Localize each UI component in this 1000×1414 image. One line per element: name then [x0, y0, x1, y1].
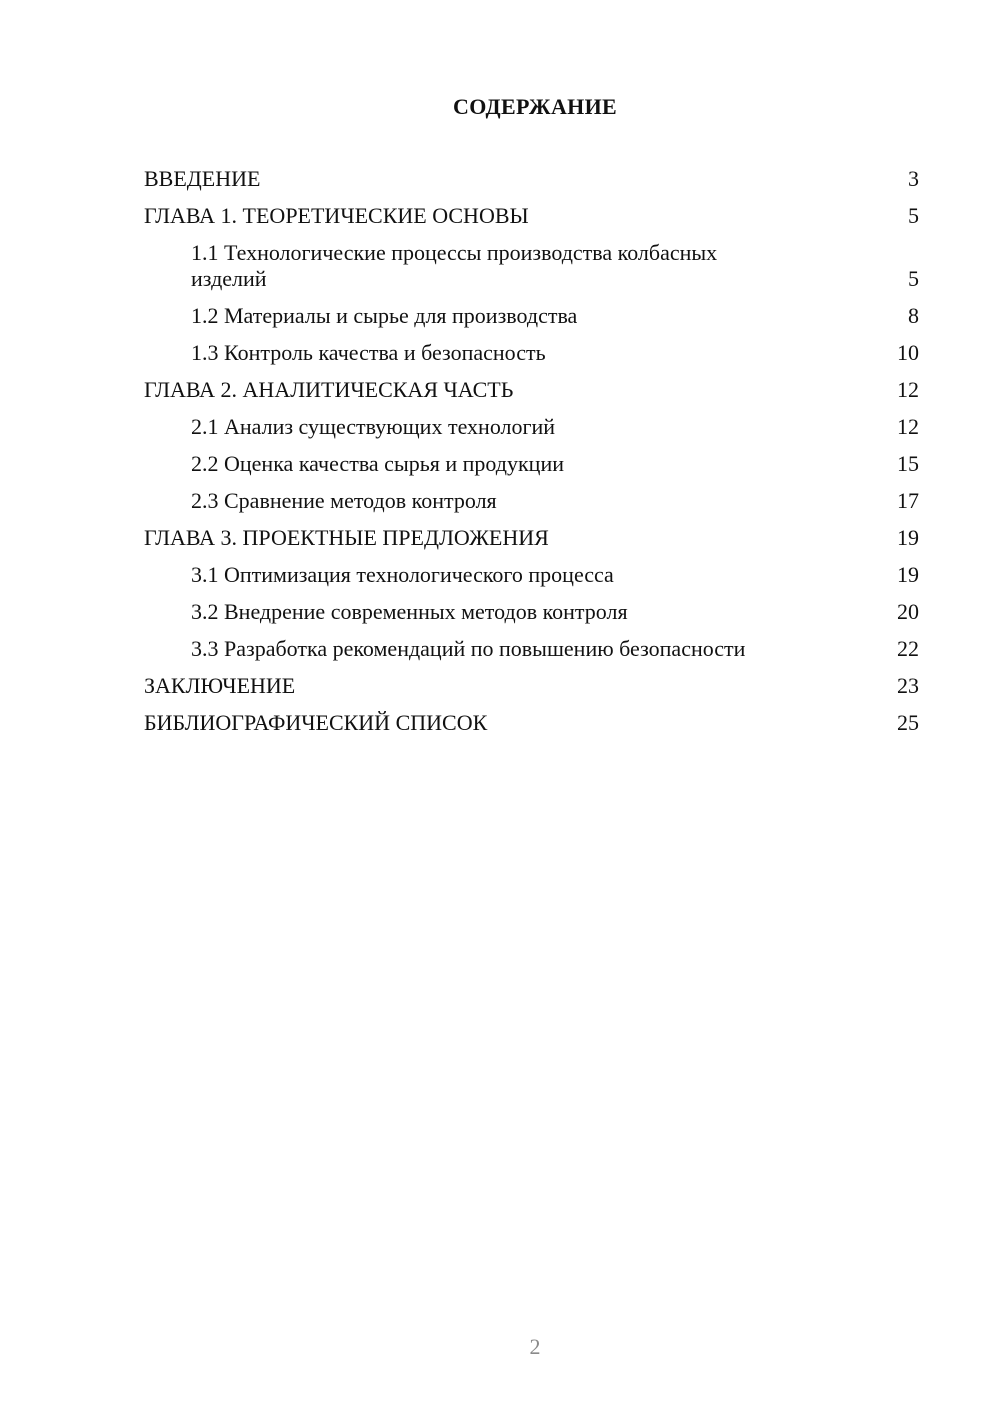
toc-entry-label: ГЛАВА 1. ТЕОРЕТИЧЕСКИЕ ОСНОВЫ — [144, 203, 529, 228]
toc-entry-label: 2.1 Анализ существующих технологий — [191, 414, 556, 439]
toc-entry-section-1-3[interactable] — [144, 340, 919, 366]
toc-entry-section-3-2[interactable] — [144, 599, 919, 625]
toc-entry-page: 23 — [897, 673, 919, 698]
toc-entry-label: 1.1 Технологические процессы производства колбасных изделий — [191, 240, 718, 291]
toc-entry-page: 22 — [897, 636, 919, 661]
toc-entry-label: ГЛАВА 2. АНАЛИТИЧЕСКАЯ ЧАСТЬ — [144, 377, 514, 402]
toc-entry-section-1-2[interactable] — [144, 303, 919, 329]
toc-entry-label: 3.1 Оптимизация технологического процесса — [191, 562, 614, 587]
toc-entry-label: 1.2 Материалы и сырье для производства — [191, 303, 578, 328]
toc-entry-page: 25 — [897, 710, 919, 735]
toc-entry-chapter-3[interactable] — [144, 525, 919, 551]
toc-entry-page: 12 — [897, 377, 919, 402]
toc-entry-label: 2.2 Оценка качества сырья и продукции — [191, 451, 564, 476]
toc-entry-page: 12 — [897, 414, 919, 439]
toc-entry-page: 3 — [908, 166, 919, 191]
toc-entry-label: 1.3 Контроль качества и безопасность — [191, 340, 546, 365]
toc-entry-label: ГЛАВА 3. ПРОЕКТНЫЕ ПРЕДЛОЖЕНИЯ — [144, 525, 549, 550]
toc-entry-section-2-3[interactable] — [144, 488, 919, 514]
toc-entry-page: 5 — [908, 266, 919, 291]
table-of-contents — [144, 166, 919, 747]
toc-entry-conclusion[interactable] — [144, 673, 919, 699]
toc-entry-bibliography[interactable] — [144, 710, 919, 736]
page-title: СОДЕРЖАНИЕ — [453, 94, 617, 119]
toc-entry-section-1-1[interactable] — [144, 240, 919, 292]
toc-entry-label: ВВЕДЕНИЕ — [144, 166, 261, 191]
toc-entry-section-2-2[interactable] — [144, 451, 919, 477]
toc-entry-label: БИБЛИОГРАФИЧЕСКИЙ СПИСОК — [144, 710, 488, 735]
toc-entry-page: 8 — [908, 303, 919, 328]
toc-entry-page: 15 — [897, 451, 919, 476]
toc-entry-page: 5 — [908, 203, 919, 228]
toc-entry-page: 20 — [897, 599, 919, 624]
toc-entry-label: 3.3 Разработка рекомендаций по повышению безопасности — [191, 636, 746, 661]
toc-entry-page: 19 — [897, 525, 919, 550]
toc-entry-section-2-1[interactable] — [144, 414, 919, 440]
page-number: 2 — [529, 1334, 541, 1359]
toc-entry-chapter-2[interactable] — [144, 377, 919, 403]
toc-entry-section-3-1[interactable] — [144, 562, 919, 588]
toc-entry-label: ЗАКЛЮЧЕНИЕ — [144, 673, 296, 698]
toc-entry-page: 10 — [897, 340, 919, 365]
toc-entry-page: 19 — [897, 562, 919, 587]
toc-entry-chapter-1[interactable] — [144, 203, 919, 229]
toc-entry-label: 3.2 Внедрение современных методов контроля — [191, 599, 628, 624]
toc-entry-introduction[interactable] — [144, 166, 919, 192]
toc-entry-label: 2.3 Сравнение методов контроля — [191, 488, 497, 513]
toc-entry-page: 17 — [897, 488, 919, 513]
toc-entry-section-3-3[interactable] — [144, 636, 919, 662]
